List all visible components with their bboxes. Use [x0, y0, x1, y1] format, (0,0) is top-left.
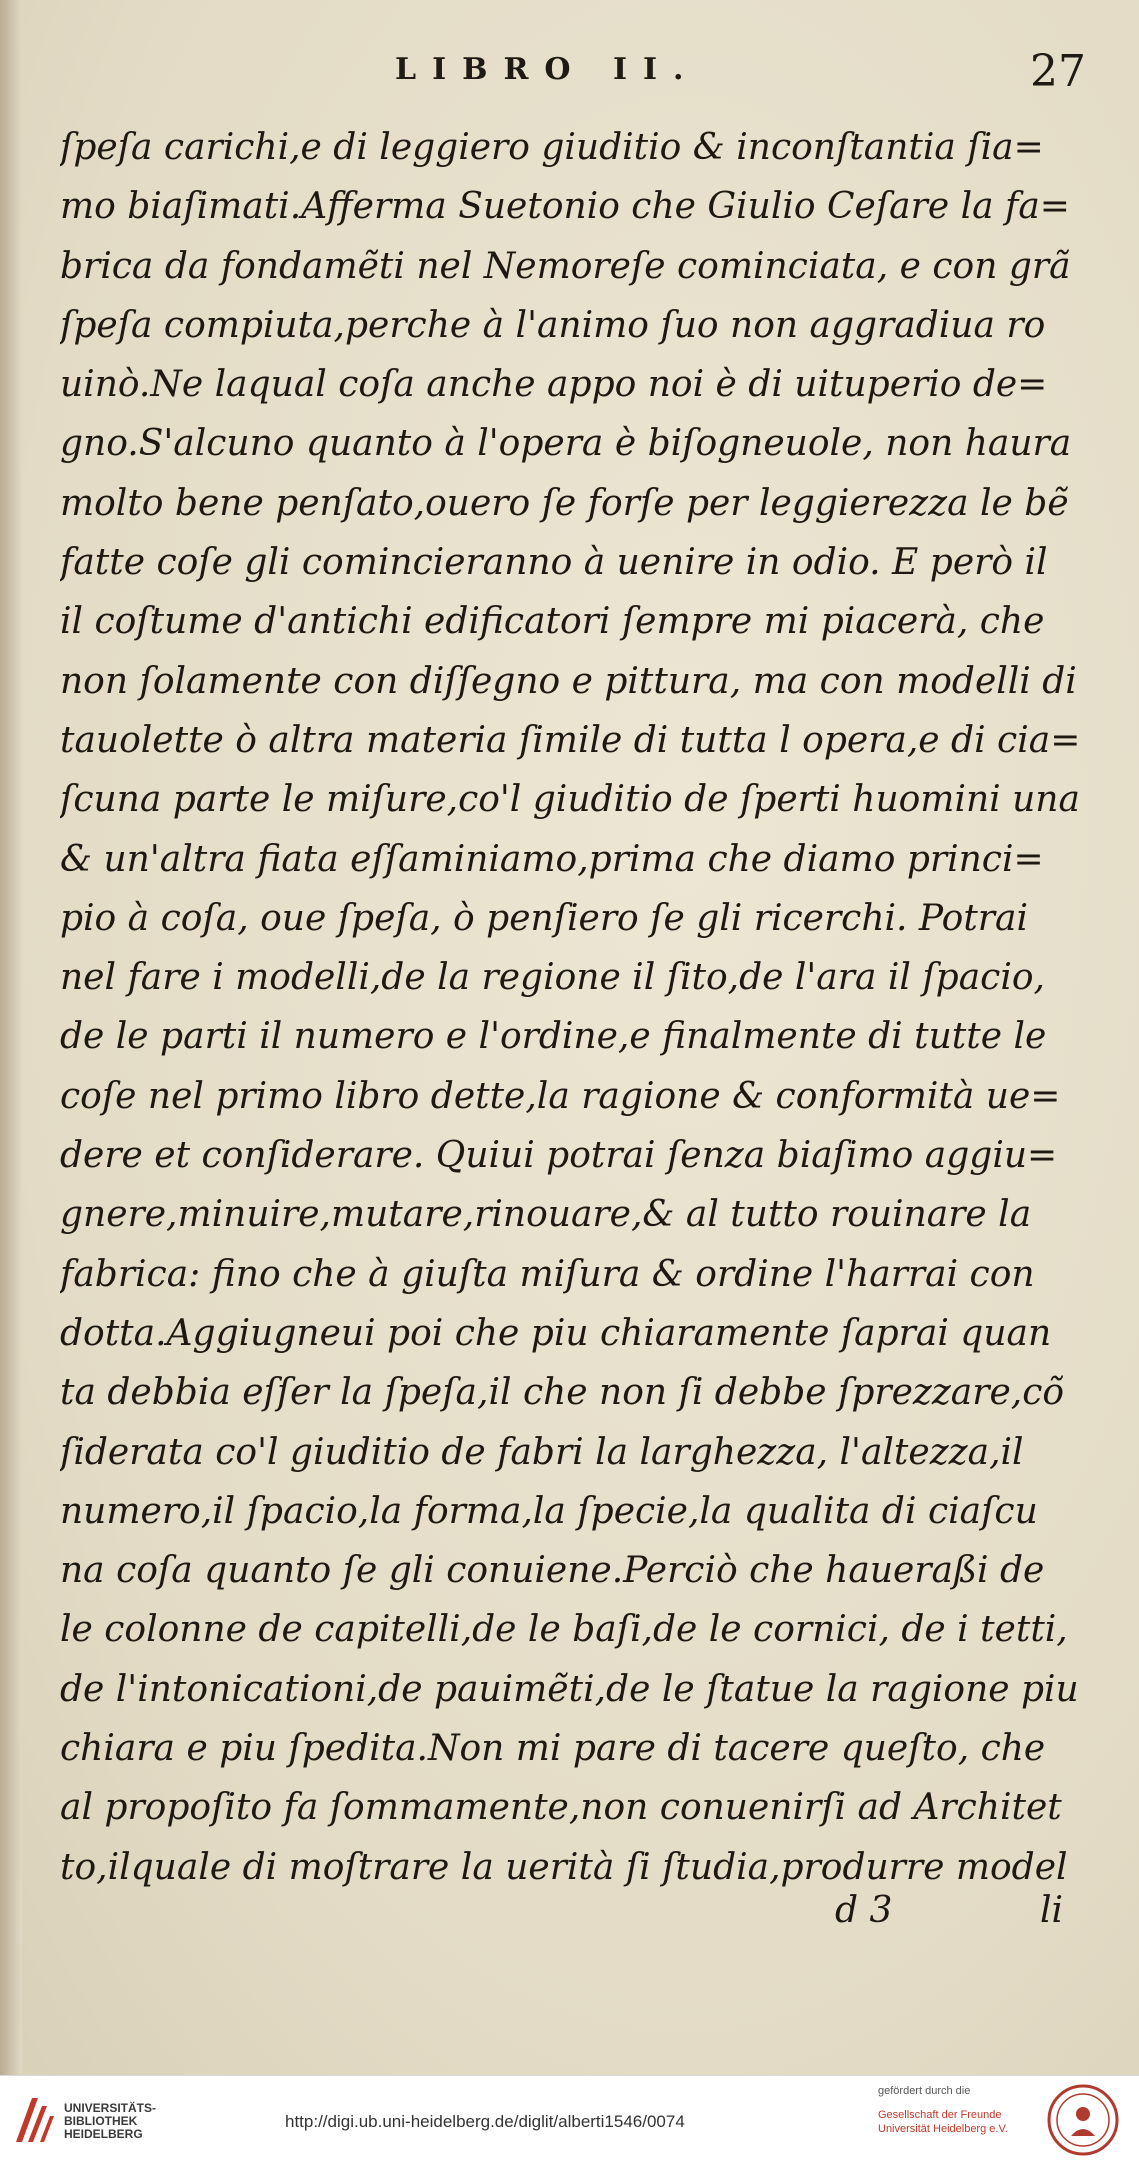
text-line: brica da fondamẽti nel Nemoreſe cominciata, e con grã	[60, 245, 1071, 287]
running-head: LIBRO II.	[395, 52, 700, 87]
text-line: il coſtume d'antichi edificatori ſempre mi piacerà, che	[60, 601, 1045, 643]
text-line: to,ilquale di moſtrare la uerità ſi ſtudia,produrre model	[60, 1846, 1068, 1888]
text-line: uinò.Ne laqual coſa anche appo noi è di uituperio de=	[60, 364, 1048, 406]
body-text	[60, 118, 1090, 1897]
text-line: numero,il ſpacio,la forma,la ſpecie,la qualita di ciaſcu	[60, 1490, 1038, 1532]
page-header	[0, 46, 1139, 102]
text-line: ſcuna parte le miſure,co'l giuditio de ſperti huomini una	[60, 779, 1080, 821]
text-line: de le parti il numero e l'ordine,e finalmente di tutte le	[60, 1016, 1047, 1058]
page-gutter-shadow	[0, 0, 22, 2075]
text-line: molto bene penſato,ouero ſe forſe per leggierezza le bẽ	[60, 482, 1069, 524]
text-line: fabrica: fino che à giuſta miſura & ordine l'harrai con	[60, 1253, 1035, 1295]
text-line: nel fare i modelli,de la regione il ſito,de l'ara il ſpacio,	[60, 957, 1045, 999]
text-line: coſe nel primo libro dette,la ragione & conformità ue=	[60, 1075, 1061, 1117]
text-line: fatte coſe gli comincieranno à uenire in odio. E però il	[60, 542, 1048, 584]
text-line: na coſa quanto ſe gli conuiene.Perciò che haueraßi de	[60, 1550, 1045, 1592]
viewer-footer	[0, 2075, 1139, 2164]
text-line: al propoſito fa ſommamente,non conuenirſi ad Architet	[60, 1787, 1062, 1829]
text-line: dotta.Aggiugneui poi che piu chiaramente ſaprai quan	[60, 1312, 1052, 1354]
text-line: dere et conſiderare. Quiui potrai ſenza biaſimo aggiu=	[60, 1135, 1058, 1177]
sponsor-label: gefördert durch die	[878, 2085, 971, 2097]
text-line: pio à coſa, oue ſpeſa, ò penſiero ſe gli ricerchi. Potrai	[60, 897, 1028, 939]
library-name-line: UNIVERSITÄTS-	[64, 2101, 157, 2115]
text-line: ta debbia eſſer la ſpeſa,il che non ſi debbe ſprezzare,cõ	[60, 1372, 1065, 1414]
sponsor-credit	[878, 2084, 1028, 2136]
text-line: ſpeſa compiuta,perche à l'animo ſuo non aggradiua ro	[60, 304, 1046, 346]
catchword: li	[1040, 1890, 1064, 1931]
signature-mark: d 3	[835, 1890, 893, 1931]
text-line: chiara e piu ſpedita.Non mi pare di tacere queſto, che	[60, 1728, 1046, 1770]
text-line: ſiderata co'l giuditio de fabri la larghezza, l'altezza,il	[60, 1431, 1024, 1473]
sponsor-name-line: Universität Heidelberg e.V.	[878, 2123, 1008, 2135]
text-line: gnere,minuire,mutare,rinouare,& al tutto rouinare la	[60, 1194, 1032, 1236]
text-line: non ſolamente con diſſegno e pittura, ma con modelli di	[60, 660, 1077, 702]
text-line: mo biaſimati.Afferma Suetonio che Giulio Ceſare la fa=	[60, 186, 1070, 228]
text-line: & un'altra fiata eſſaminiamo,prima che diamo princi=	[60, 838, 1044, 880]
page-number: 27	[1030, 46, 1086, 97]
university-seal-icon	[1047, 2084, 1119, 2156]
library-name	[64, 2102, 156, 2141]
library-name-line: HEIDELBERG	[64, 2127, 143, 2141]
text-line: tauolette ò altra materia ſimile di tutta l opera,e di cia=	[60, 719, 1081, 761]
text-line: le colonne de capitelli,de le baſi,de le cornici, de i tetti,	[60, 1609, 1068, 1651]
library-name-line: BIBLIOTHEK	[64, 2114, 138, 2128]
permalink[interactable]: http://digi.ub.uni-heidelberg.de/diglit/alberti1546/0074	[285, 2112, 685, 2131]
library-logo-icon	[10, 2092, 58, 2148]
sponsor-name-line: Gesellschaft der Freunde	[878, 2109, 1002, 2121]
text-line: de l'intonicationi,de pauimẽti,de le ſtatue la ragione piu	[60, 1668, 1079, 1710]
text-line: gno.S'alcuno quanto à l'opera è biſogneuole, non haura	[60, 423, 1072, 465]
text-line: ſpeſa carichi,e di leggiero giuditio & inconſtantia ſia=	[60, 127, 1044, 168]
page-footer-marks	[0, 1890, 1139, 1950]
